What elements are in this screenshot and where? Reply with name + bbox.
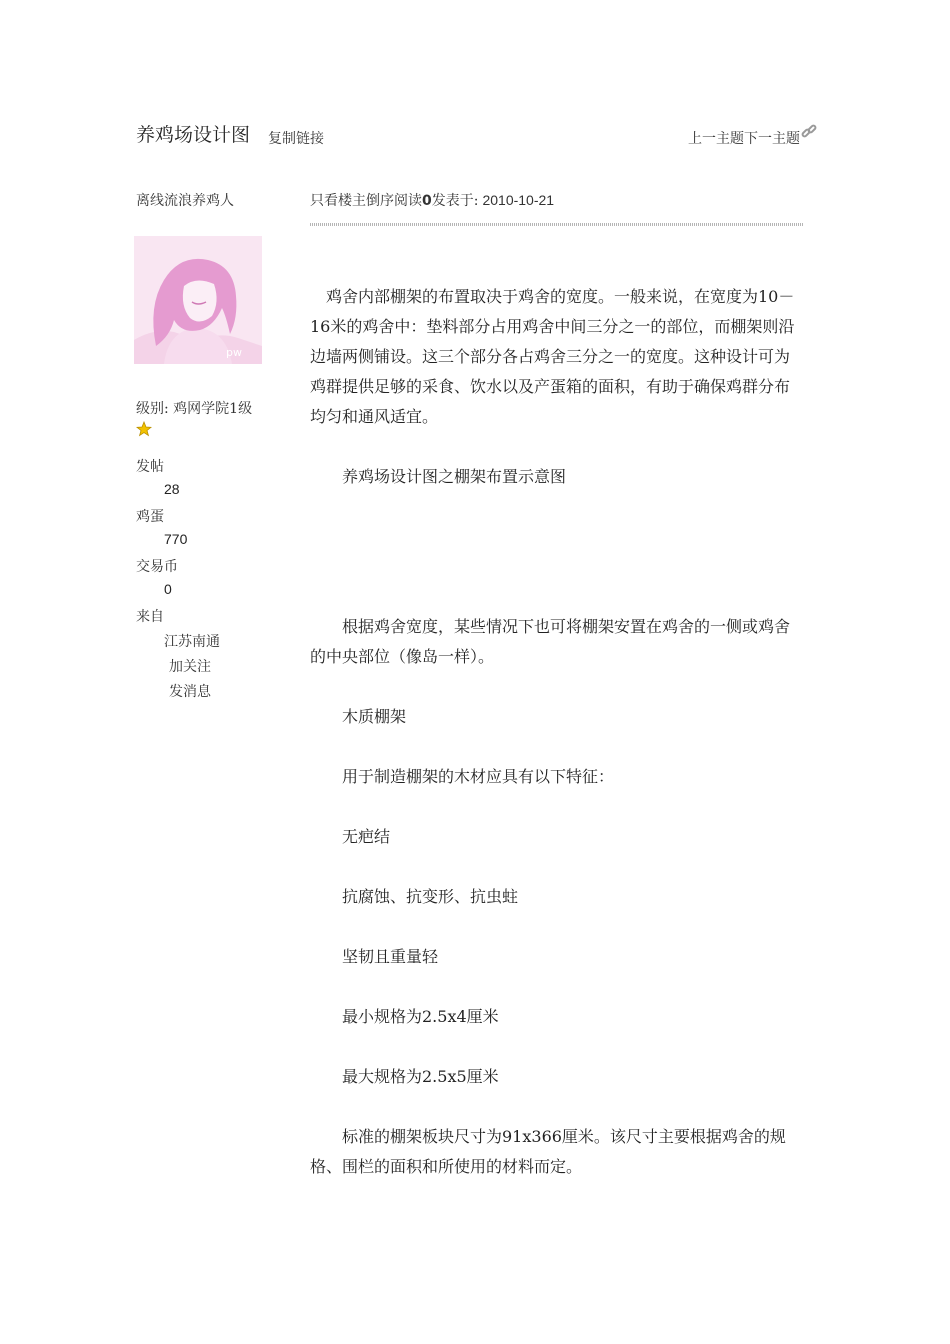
topic-title: 养鸡场设计图 — [136, 124, 251, 146]
content-paragraph: 无疤结 — [342, 827, 391, 846]
prev-topic-link[interactable]: 上一主题 — [688, 131, 744, 147]
content-paragraph: 最小规格为2.5x4厘米 — [342, 1007, 499, 1026]
user-level — [136, 398, 252, 418]
reverse-order-link[interactable]: 倒序阅读 — [366, 193, 422, 209]
post-meta — [310, 190, 554, 210]
follow-button[interactable]: 加关注 — [169, 659, 211, 675]
copy-link-button[interactable]: 复制链接 — [268, 131, 324, 147]
content-paragraph: 标准的棚架板块尺寸为91x366厘米。该尺寸主要根据鸡舍的规格、围栏的面积和所使用的材料而定。 — [310, 1127, 786, 1176]
stat-coins-label: 交易币 — [136, 559, 178, 575]
chain-link-icon[interactable] — [800, 123, 818, 141]
message-button[interactable]: 发消息 — [169, 684, 211, 700]
post-date: 2010-10-21 — [482, 192, 555, 208]
topic-navigation — [688, 128, 818, 148]
avatar[interactable] — [134, 236, 262, 364]
image-placeholder — [310, 492, 804, 612]
content-paragraph: 最大规格为2.5x5厘米 — [342, 1067, 499, 1086]
content-paragraph: 鸡舍内部棚架的布置取决于鸡舍的宽度。一般来说，在宽度为10－16米的鸡舍中：垫料部分占用鸡舍中间三分之一的部位，而棚架则沿边墙两侧铺设。这三个部分各占鸡舍三分之一的宽度。这种设计可为鸡群提供足够的采食、饮水以及产蛋箱的面积，有助于确保鸡群分布均匀和通风适宜。 — [310, 287, 795, 426]
content-paragraph: 抗腐蚀、抗变形、抗虫蛀 — [342, 887, 519, 906]
level-label: 级别: — [136, 401, 169, 417]
content-paragraph: 木质棚架 — [342, 707, 407, 726]
stat-posts-value: 28 — [164, 481, 180, 497]
post-content — [310, 282, 804, 1182]
stat-location-label: 来自 — [136, 609, 164, 625]
level-value: 鸡网学院1级 — [173, 401, 253, 417]
only-op-link[interactable]: 只看楼主 — [310, 193, 366, 209]
author-name[interactable]: 离线流浪养鸡人 — [136, 193, 234, 209]
stat-coins-value: 0 — [164, 581, 172, 597]
next-topic-link[interactable]: 下一主题 — [744, 131, 800, 147]
content-paragraph: 坚韧且重量轻 — [342, 947, 439, 966]
floor-number: 0 — [422, 193, 432, 209]
meta-divider — [310, 223, 804, 226]
stat-posts-label: 发帖 — [136, 459, 164, 475]
avatar-watermark: pw — [226, 346, 242, 359]
content-paragraph: 根据鸡舍宽度，某些情况下也可将棚架安置在鸡舍的一侧或鸡舍的中央部位（像岛一样）。 — [310, 617, 791, 666]
posted-label: 发表于: — [431, 193, 479, 209]
content-paragraph: 养鸡场设计图之棚架布置示意图 — [342, 467, 567, 486]
stat-eggs-label: 鸡蛋 — [136, 509, 164, 525]
star-icon — [136, 421, 152, 437]
stat-location-value: 江苏南通 — [164, 634, 220, 650]
content-paragraph: 用于制造棚架的木材应具有以下特征： — [342, 767, 615, 786]
stat-eggs-value: 770 — [164, 531, 188, 547]
